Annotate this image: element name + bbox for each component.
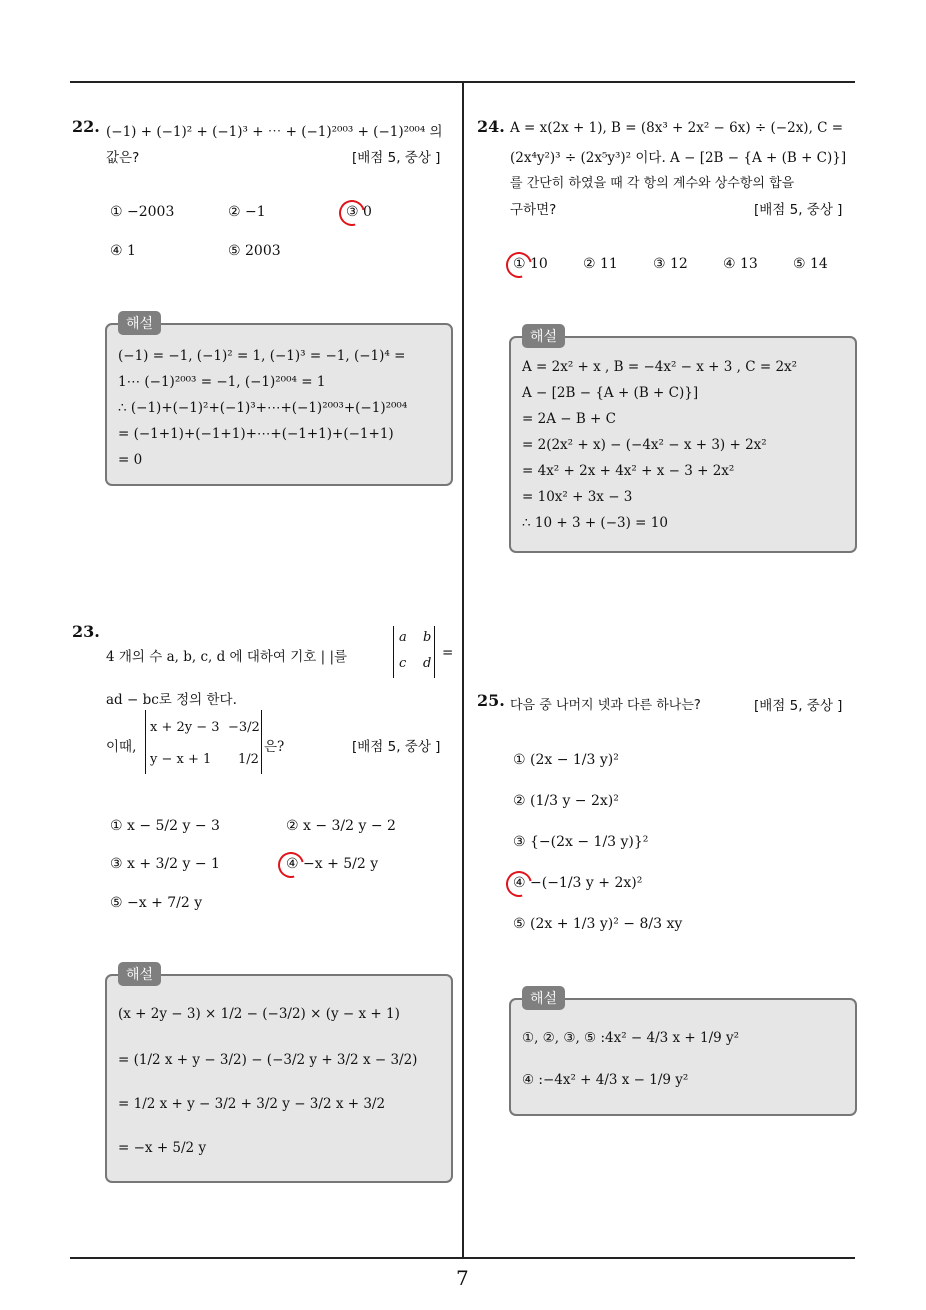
q22-solution-line3: ∴ (−1)+(−1)²+(−1)³+⋯+(−1)²⁰⁰³+(−1)²⁰⁰⁴: [118, 400, 408, 416]
q24-answer-mark: [501, 247, 537, 283]
q22-solution-line5: = 0: [118, 452, 143, 468]
q23-solution-line4: = −x + 5/2 y: [118, 1140, 207, 1156]
q24-number: 24.: [477, 117, 505, 136]
q22-solution-tag: 해설: [118, 311, 161, 335]
q24-text-line2: (2x⁴y²)³ ÷ (2x⁵y³)² 이다. A − [2B − {A + (B + C)}]: [510, 150, 847, 166]
q23-solution-line1: (x + 2y − 3) × 1/2 − (−3/2) × (y − x + 1): [118, 1006, 400, 1022]
q23-det-c: c: [399, 656, 407, 671]
q22-text-line1: (−1) + (−1)² + (−1)³ + ⋯ + (−1)²⁰⁰³ + (−1)²⁰⁰⁴ 의: [106, 124, 443, 140]
q25-text: 다음 중 나머지 넷과 다른 하나는?: [510, 698, 701, 713]
q24-choice-3[interactable]: ③ 12: [653, 256, 688, 272]
q24-solution-line1: A = 2x² + x , B = −4x² − x + 3 , C = 2x²: [522, 359, 798, 375]
q22-solution-line1: (−1) = −1, (−1)² = 1, (−1)³ = −1, (−1)⁴ =: [118, 348, 406, 364]
q24-solution-line4: = 2(2x² + x) − (−4x² − x + 3) + 2x²: [522, 437, 767, 453]
q24-solution-line7: ∴ 10 + 3 + (−3) = 10: [522, 515, 668, 531]
q23-matrix: [145, 710, 262, 774]
q24-text-line3: 를 간단히 하였을 때 각 항의 계수와 상수항의 합을: [510, 176, 795, 191]
q22-solution-line4: = (−1+1)+(−1+1)+⋯+(−1+1)+(−1+1): [118, 426, 394, 442]
q23-det-a: a: [399, 630, 407, 645]
q23-choice-1[interactable]: ① x − 5/2 y − 3: [110, 818, 220, 834]
q24-solution-line6: = 10x² + 3x − 3: [522, 489, 633, 505]
bottom-rule: [70, 1257, 855, 1259]
q22-solution-line2: 1⋯ (−1)²⁰⁰³ = −1, (−1)²⁰⁰⁴ = 1: [118, 374, 326, 390]
q22-choice-4[interactable]: ④ 1: [110, 243, 136, 259]
page-number: 7: [456, 1266, 469, 1290]
q25-number: 25.: [477, 691, 505, 710]
q24-choice-1[interactable]: ① 10: [513, 256, 548, 272]
q24-text-line4: 구하면?: [510, 202, 557, 218]
q22-text-line2: 값은?: [106, 150, 140, 166]
q23-det-d: d: [423, 656, 432, 671]
q25-solution-line2: ④ :−4x² + 4/3 x − 1/9 y²: [522, 1072, 689, 1088]
q25-meta: [배점 5, 중상 ]: [754, 698, 843, 714]
q23-solution-tag: 해설: [118, 962, 161, 986]
q23-text-line3: 이때,: [106, 739, 137, 755]
q22-choice-5[interactable]: ⑤ 2003: [228, 243, 281, 259]
q23-m22: 1/2: [238, 752, 259, 767]
q23-m12: −3/2: [228, 720, 260, 735]
q24-meta: [배점 5, 중상 ]: [754, 202, 843, 218]
q25-choice-5[interactable]: ⑤ (2x + 1/3 y)² − 8/3 xy: [513, 916, 683, 932]
q23-choice-2[interactable]: ② x − 3/2 y − 2: [286, 818, 396, 834]
q24-solution-line3: = 2A − B + C: [522, 411, 616, 427]
q25-solution-box: [509, 998, 857, 1116]
q24-choice-2[interactable]: ② 11: [583, 256, 618, 272]
q22-number: 22.: [72, 117, 100, 136]
q23-number: 23.: [72, 622, 100, 641]
q23-solution-line3: = 1/2 x + y − 3/2 + 3/2 y − 3/2 x + 3/2: [118, 1096, 386, 1112]
q25-answer-mark: [501, 866, 537, 902]
q25-choice-3[interactable]: ③ {−(2x − 1/3 y)}²: [513, 834, 649, 850]
q23-equals: =: [442, 645, 454, 661]
q22-answer-mark: [334, 195, 370, 231]
q22-choice-3[interactable]: ③ 0: [346, 204, 372, 220]
q24-solution-line2: A − [2B − {A + (B + C)}]: [522, 385, 699, 401]
q23-choice-3[interactable]: ③ x + 3/2 y − 1: [110, 856, 220, 872]
q23-choice-4[interactable]: ④ −x + 5/2 y: [286, 856, 379, 872]
q23-text-line3-end: 은?: [264, 739, 285, 755]
q25-choice-4[interactable]: ④ −(−1/3 y + 2x)²: [513, 875, 643, 891]
q23-m21: y − x + 1: [150, 752, 212, 767]
q23-m11: x + 2y − 3: [150, 720, 220, 735]
q22-choice-1[interactable]: ① −2003: [110, 204, 175, 220]
q23-choice-5[interactable]: ⑤ −x + 7/2 y: [110, 895, 203, 911]
q25-solution-tag: 해설: [522, 986, 565, 1010]
q24-solution-tag: 해설: [522, 324, 565, 348]
q23-meta: [배점 5, 중상 ]: [352, 739, 441, 755]
q25-solution-line1: ①, ②, ③, ⑤ :4x² − 4/3 x + 1/9 y²: [522, 1030, 740, 1046]
q24-text-line1: A = x(2x + 1), B = (8x³ + 2x² − 6x) ÷ (−2x), C =: [510, 120, 844, 136]
q23-solution-line2: = (1/2 x + y − 3/2) − (−3/2 y + 3/2 x − 3/2): [118, 1052, 418, 1068]
q25-choice-1[interactable]: ① (2x − 1/3 y)²: [513, 752, 619, 768]
q23-text-line1: 4 개의 수 a, b, c, d 에 대하여 기호 | |를: [106, 649, 348, 665]
q24-solution-line5: = 4x² + 2x + 4x² + x − 3 + 2x²: [522, 463, 735, 479]
q25-choice-2[interactable]: ② (1/3 y − 2x)²: [513, 793, 619, 809]
q22-meta: [배점 5, 중상 ]: [352, 150, 441, 166]
q24-choice-4[interactable]: ④ 13: [723, 256, 758, 272]
q24-choice-5[interactable]: ⑤ 14: [793, 256, 828, 272]
q23-det-b: b: [423, 630, 432, 645]
q22-choice-2[interactable]: ② −1: [228, 204, 266, 220]
q23-answer-mark: [273, 847, 309, 883]
column-divider: [462, 83, 464, 1258]
q23-det-symbol: [393, 626, 435, 678]
q23-text-line2: ad − bc로 정의 한다.: [106, 692, 237, 708]
